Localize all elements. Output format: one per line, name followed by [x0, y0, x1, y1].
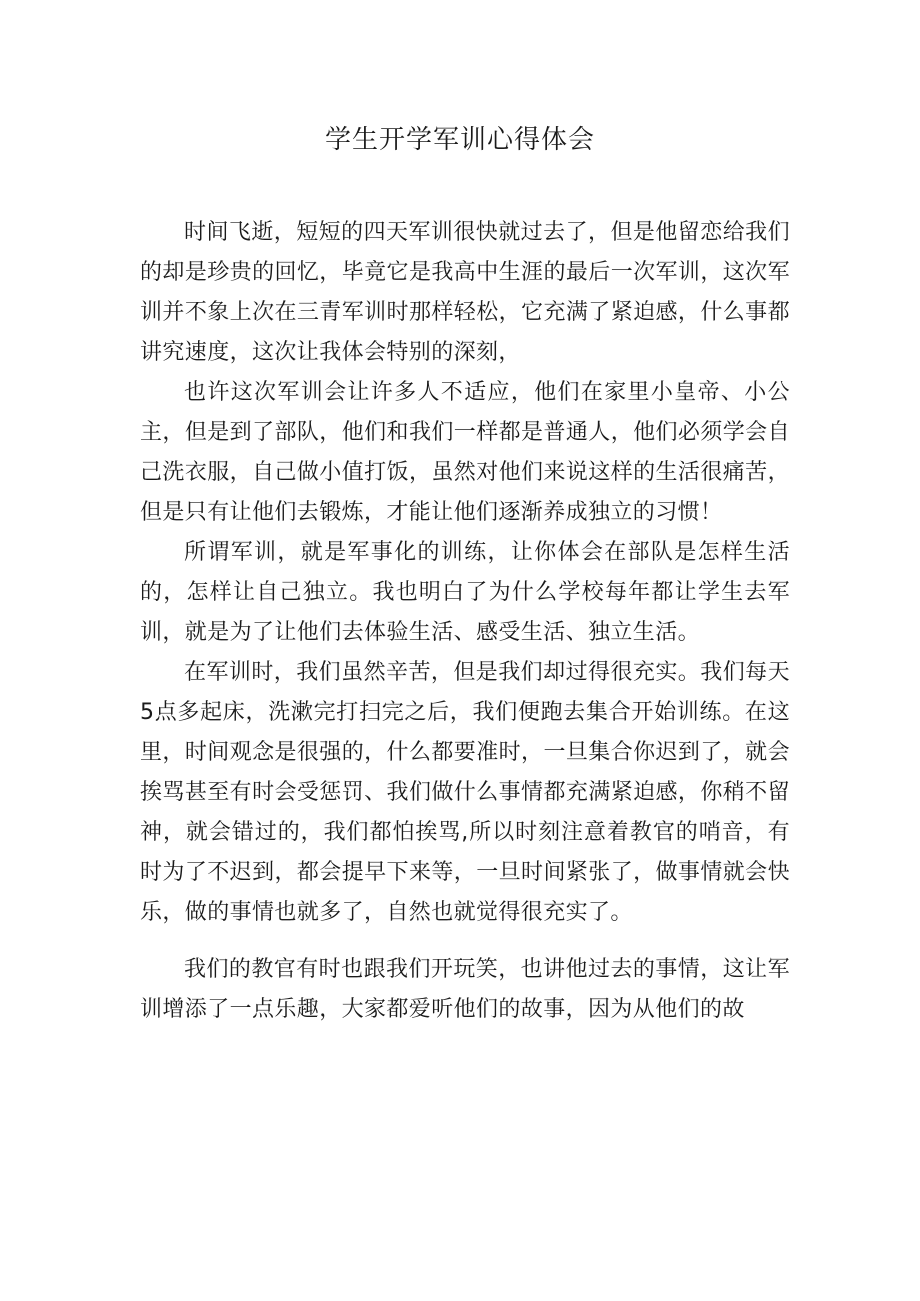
document-body: [140, 213, 790, 1030]
document-title: 学生开学军训心得体会: [324, 125, 595, 155]
paragraph-5: 我们的教官有时也跟我们开玩笑，也讲他过去的事情，这让军训增添了一点乐趣，大家都爱听他们的故事，因为从他们的故: [140, 957, 790, 1022]
paragraph-3: 所谓军训，就是军事化的训练，让你体会在部队是怎样生活的，怎样让自己独立。我也明白了为什么学校每年都让学生去军训，就是为了让他们去体验生活、感受生活、独立生活。: [140, 540, 790, 645]
paragraph-2: 也许这次军训会让许多人不适应，他们在家里小皇帝、小公主，但是到了部队，他们和我们一样都是普通人，他们必须学会自己洗衣服，自己做小值打饭，虽然对他们来说这样的生活很痛苦，但是只有让他们去锻炼，才能让他们逐渐养成独立的习惯！: [140, 380, 790, 525]
paragraph-1: 时间飞逝，短短的四天军训很快就过去了，但是他留恋给我们的却是珍贵的回忆，毕竟它是我高中生涯的最后一次军训，这次军训并不象上次在三青军训时那样轻松，它充满了紧迫感，什么事都讲究速度，这次让我体会特别的深刻，: [140, 220, 790, 365]
paragraph-4: 在军训时，我们虽然辛苦，但是我们却过得很充实。我们每天5点多起床，洗漱完打扫完之后，我们便跑去集合开始训练。在这里，时间观念是很强的，什么都要准时，一旦集合你迟到了，就会挨骂甚至有时会受惩罚、我们做什么事情都充满紧迫感，你稍不留神，就会错过的，我们都怕挨骂,所以时刻注意着教官的哨音，有时为了不迟到，都会提早下来等，一旦时间紧张了，做事情就会快乐，做的事情也就多了，自然也就觉得很充实了。: [140, 660, 790, 925]
